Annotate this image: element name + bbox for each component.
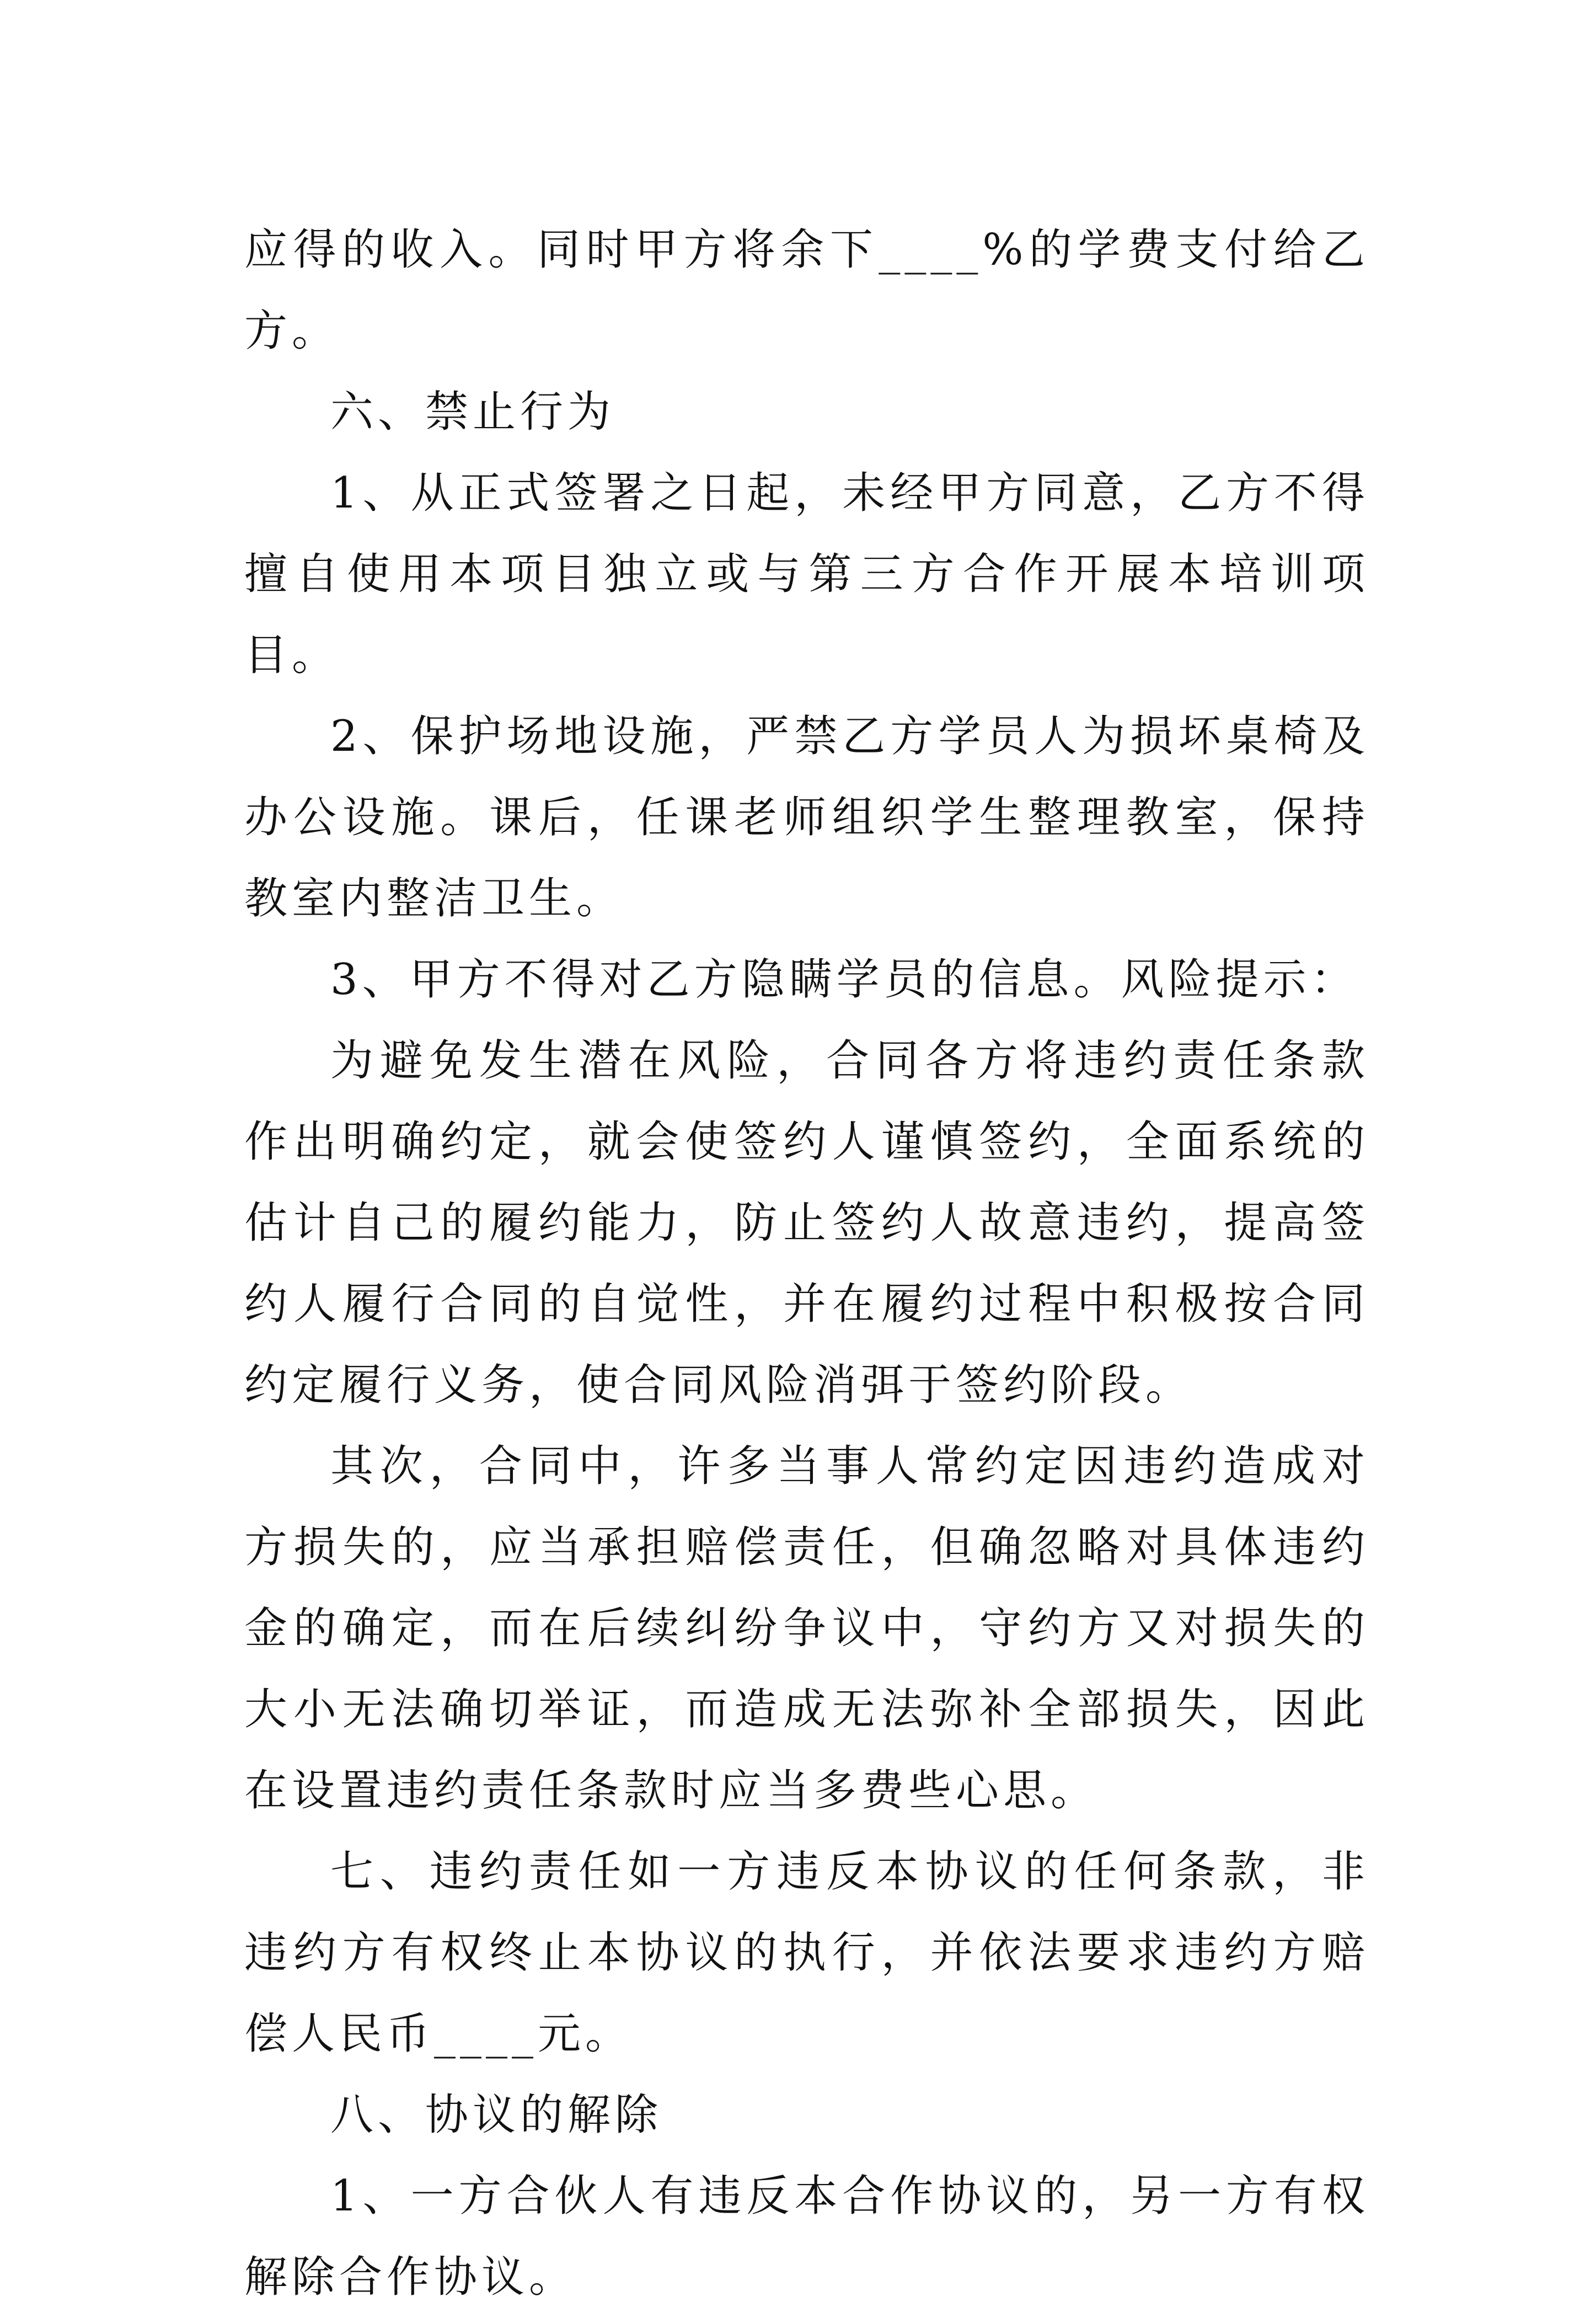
section-heading-prohibited-acts: 六、禁止行为	[330, 387, 615, 437]
clause-6-3: 3、甲方不得对乙方隐瞒学员的信息。风险提示：	[330, 955, 1358, 1005]
document-body	[244, 210, 1369, 2318]
risk-note-paragraph-1: 为避免发生潜在风险，合同各方将违约责任条款作出明确约定，就会使签约人谨慎签约，全面系统的估计自己的履约能力，防止签约人故意违约，提高签约人履行合同的自觉性，并在履约过程中积极按合同约定履行义务，使合同风险消弭于签约阶段。	[244, 1036, 1369, 1410]
section-heading-termination: 八、协议的解除	[330, 2090, 663, 2140]
clause-6-1: 1、从正式签署之日起，未经甲方同意，乙方不得擅自使用本项目独立或与第三方合作开展本培训项目。	[244, 468, 1369, 680]
paragraph-tuition-share: 应得的收入。同时甲方将余下____%的学费支付给乙方。	[244, 225, 1369, 356]
risk-note-paragraph-2: 其次，合同中，许多当事人常约定因违约造成对方损失的，应当承担赔偿责任，但确忽略对具体违约金的确定，而在后续纠纷争议中，守约方又对损失的大小无法确切举证，而造成无法弥补全部损失，因此在设置违约责任条款时应当多费些心思。	[244, 1441, 1369, 1815]
section-heading-liability: 七、违约责任如一方违反本协议的任何条款，非违约方有权终止本协议的执行，并依法要求违约方赔偿人民币____元。	[244, 1847, 1369, 2059]
clause-8-1: 1、一方合伙人有违反本合作协议的，另一方有权解除合作协议。	[244, 2171, 1369, 2302]
clause-6-2: 2、保护场地设施，严禁乙方学员人为损坏桌椅及办公设施。课后，任课老师组织学生整理教室，保持教室内整洁卫生。	[244, 712, 1369, 923]
